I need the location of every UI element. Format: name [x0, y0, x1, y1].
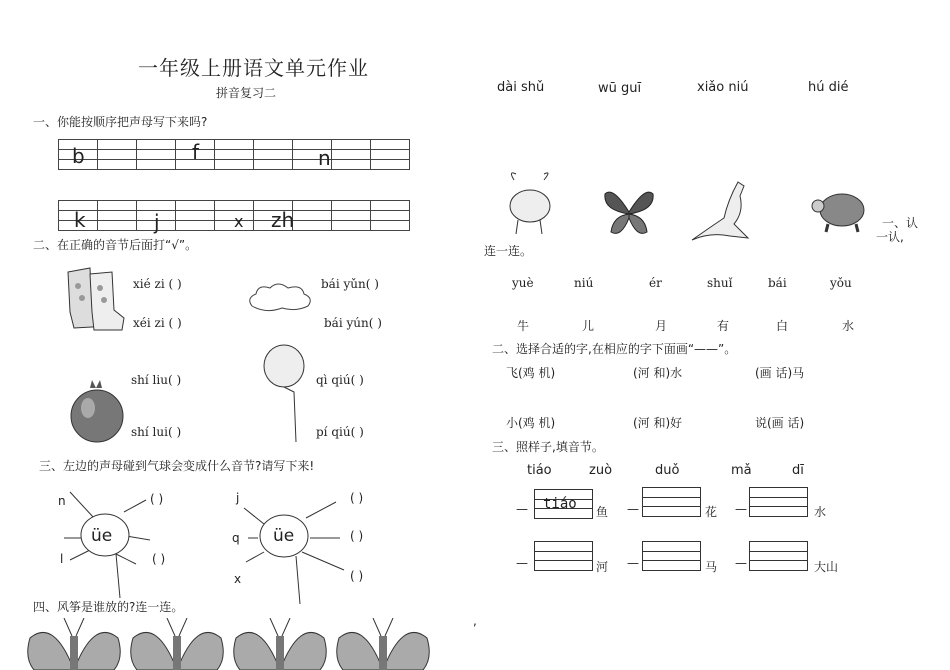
initial-q: q [232, 531, 240, 545]
balloon-icon [260, 344, 310, 444]
pinyin-bai: bái [768, 276, 787, 290]
pinyin-daishu: dài shǔ [497, 80, 545, 95]
initial-j: j [236, 491, 240, 505]
answer-paren-q[interactable]: ( ) [350, 529, 364, 543]
grid1-letter-b: b [72, 144, 85, 168]
pinyin-box-ma[interactable] [642, 541, 701, 571]
word-hua: 花 [705, 505, 718, 519]
answer-paren-j[interactable]: ( ) [350, 491, 364, 505]
side-note-2: 一认, [876, 230, 904, 244]
hanzi-shui: 水 [842, 319, 855, 333]
pinyin-box-he[interactable] [534, 541, 593, 571]
pinyin-hudie: hú dié [808, 80, 849, 95]
hanzi-yue: 月 [655, 319, 668, 333]
hanzi-niu: 牛 [517, 319, 530, 333]
pinyin-box-example [534, 489, 593, 519]
grid1-letter-f: f [192, 140, 200, 164]
section-3-heading: 三、左边的声母碰到气球会变成什么音节?请写下来! [39, 459, 315, 473]
butterfly-kite-icon [337, 618, 430, 670]
boots-icon [60, 262, 126, 334]
option-xiezi-1[interactable]: xié zi ( ) [133, 277, 182, 291]
pinyin-you: yǒu [830, 276, 852, 290]
option-qiqiu-1[interactable]: qì qiú( ) [316, 373, 364, 387]
initial-n: n [58, 494, 66, 508]
grid2-letter-j: j [154, 210, 160, 234]
butterfly-kite-icon [131, 618, 224, 670]
word-yu: 鱼 [596, 505, 609, 519]
kangaroo-icon [690, 178, 756, 242]
pinyin-box-hua[interactable] [642, 487, 701, 517]
dash: — [516, 502, 528, 516]
answer-paren-l[interactable]: ( ) [152, 552, 166, 566]
initial-x: x [234, 572, 242, 586]
choice-2-2[interactable]: (河 和)好 [633, 416, 683, 430]
section-1-heading: 一、你能按顺序把声母写下来吗? [33, 115, 208, 129]
word-shui: 水 [814, 505, 827, 519]
side-note-1: 一、认 [882, 216, 919, 230]
grid2-letter-x: x [234, 212, 244, 231]
hanzi-you: 有 [717, 319, 730, 333]
balloon-diagram-left [60, 480, 220, 598]
cloud-icon [246, 280, 314, 314]
fill-pinyin-tiao: tiáo [527, 463, 552, 478]
grid2-letter-zh: zh [271, 208, 295, 232]
section-4-heading: 四、风筝是谁放的?连一连。 [33, 600, 184, 614]
dash: — [735, 502, 747, 516]
dash: — [627, 556, 639, 570]
example-answer: tiáo [543, 496, 577, 512]
option-baiyun-2[interactable]: bái yún( ) [324, 316, 382, 330]
butterfly-kite-icon [28, 618, 121, 670]
fill-pinyin-duo: duǒ [655, 463, 680, 478]
balloon-diagram-right [240, 490, 370, 605]
butterfly-kite-icon [234, 618, 327, 670]
section-2-heading: 二、在正确的音节后面打“√”。 [33, 238, 198, 252]
right-section-3-heading: 三、照样子,填音节。 [492, 440, 604, 454]
dash: — [516, 556, 528, 570]
pinyin-wugui: wū guī [598, 81, 642, 96]
pinyin-yue: yuè [512, 276, 534, 290]
fill-pinyin-ma: mǎ [731, 463, 752, 478]
choice-1-2[interactable]: (河 和)水 [633, 366, 683, 380]
pinyin-shui: shuǐ [707, 276, 733, 290]
option-shiliu-2[interactable]: shí lui( ) [131, 425, 182, 439]
balloon-left-label: üe [91, 526, 113, 546]
butterfly-kites-row [24, 618, 434, 670]
choice-1-1[interactable]: 飞(鸡 机) [506, 366, 556, 380]
writing-grid-1 [58, 139, 410, 170]
dash: — [627, 502, 639, 516]
word-ma: 马 [705, 560, 718, 574]
connect-label: 连一连。 [484, 244, 533, 258]
pomegranate-icon [68, 376, 126, 444]
grid2-letter-k: k [74, 208, 86, 232]
pinyin-box-dashan[interactable] [749, 541, 808, 571]
answer-paren-n[interactable]: ( ) [150, 492, 164, 506]
pinyin-niu: niú [574, 276, 594, 290]
option-xiezi-2[interactable]: xéi zi ( ) [133, 316, 182, 330]
choice-2-1[interactable]: 小(鸡 机) [506, 416, 556, 430]
page-subtitle: 拼音复习二 [216, 86, 277, 100]
turtle-icon [810, 186, 872, 236]
butterfly-icon [603, 186, 655, 240]
hanzi-er: 儿 [582, 319, 595, 333]
choice-2-3[interactable]: 说(画 话) [755, 416, 805, 430]
choice-1-3[interactable]: (画 话)马 [755, 366, 805, 380]
initial-l: l [60, 552, 64, 566]
option-baiyun-1[interactable]: bái yǔn( ) [321, 277, 379, 291]
word-dashan: 大山 [814, 560, 839, 574]
pinyin-xiaoniu: xiǎo niú [697, 80, 749, 95]
balloon-right-label: üe [273, 526, 295, 546]
option-shiliu-1[interactable]: shí liu( ) [131, 373, 182, 387]
pinyin-er: ér [649, 276, 662, 290]
page-title: 一年级上册语文单元作业 [138, 56, 369, 80]
hanzi-bai: 白 [776, 319, 789, 333]
fill-pinyin-zuo: zuò [589, 463, 613, 478]
pinyin-box-shui[interactable] [749, 487, 808, 517]
dash: — [735, 556, 747, 570]
ox-icon [504, 170, 556, 236]
right-section-2-heading: 二、选择合适的字,在相应的字下面画“——”。 [492, 342, 737, 356]
stray-comma: , [473, 614, 477, 628]
word-he: 河 [596, 560, 609, 574]
grid1-letter-n: n [318, 146, 331, 170]
answer-paren-x[interactable]: ( ) [350, 569, 364, 583]
fill-pinyin-di: dī [792, 463, 804, 478]
option-qiqiu-2[interactable]: pí qiú( ) [316, 425, 364, 439]
